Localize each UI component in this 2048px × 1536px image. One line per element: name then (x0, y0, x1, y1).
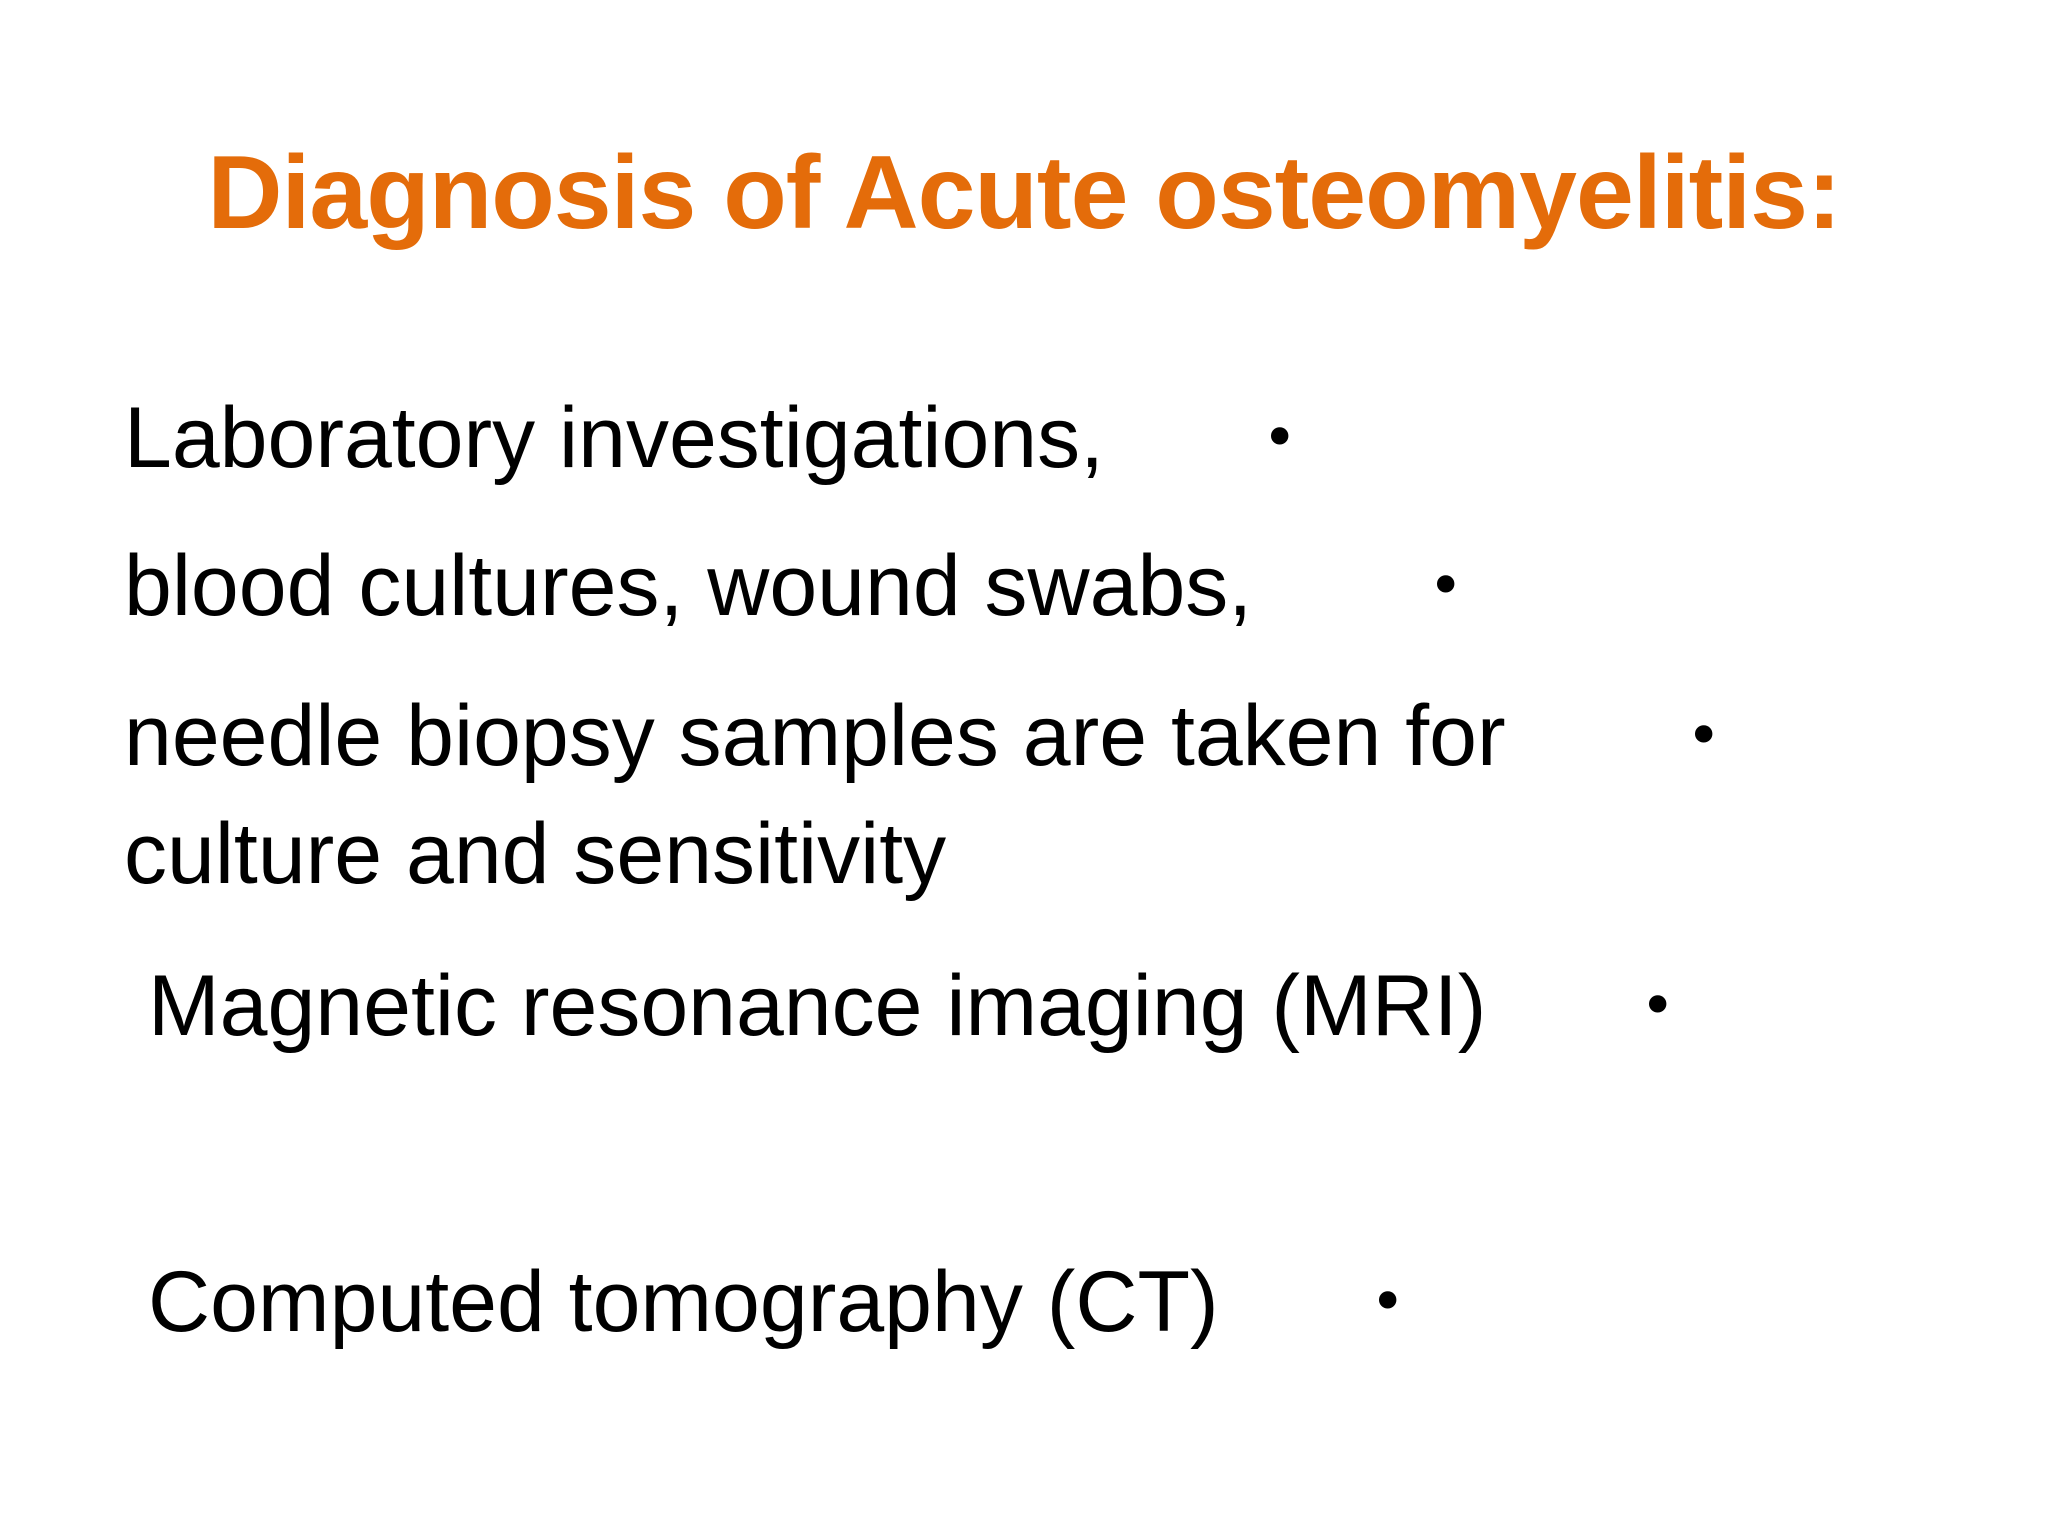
bullet-text-3-line-2: culture and sensitivity (124, 806, 947, 902)
bullet-text-2: blood cultures, wound swabs, (124, 538, 1253, 634)
bullet-dot-3: • (1686, 701, 1722, 771)
bullet-text-5: Computed tomography (CT) (148, 1254, 1219, 1350)
bullet-dot-1: • (1262, 403, 1298, 473)
bullet-dot-2: • (1428, 551, 1464, 621)
bullet-text-4: Magnetic resonance imaging (MRI) (148, 958, 1487, 1054)
bullet-text-3-line-1: needle biopsy samples are taken for (124, 688, 1506, 784)
slide-title: Diagnosis of Acute osteomyelitis: (207, 135, 1841, 251)
bullet-dot-5: • (1370, 1267, 1406, 1337)
bullet-text-1: Laboratory investigations, (124, 390, 1105, 486)
bullet-dot-4: • (1640, 971, 1676, 1041)
